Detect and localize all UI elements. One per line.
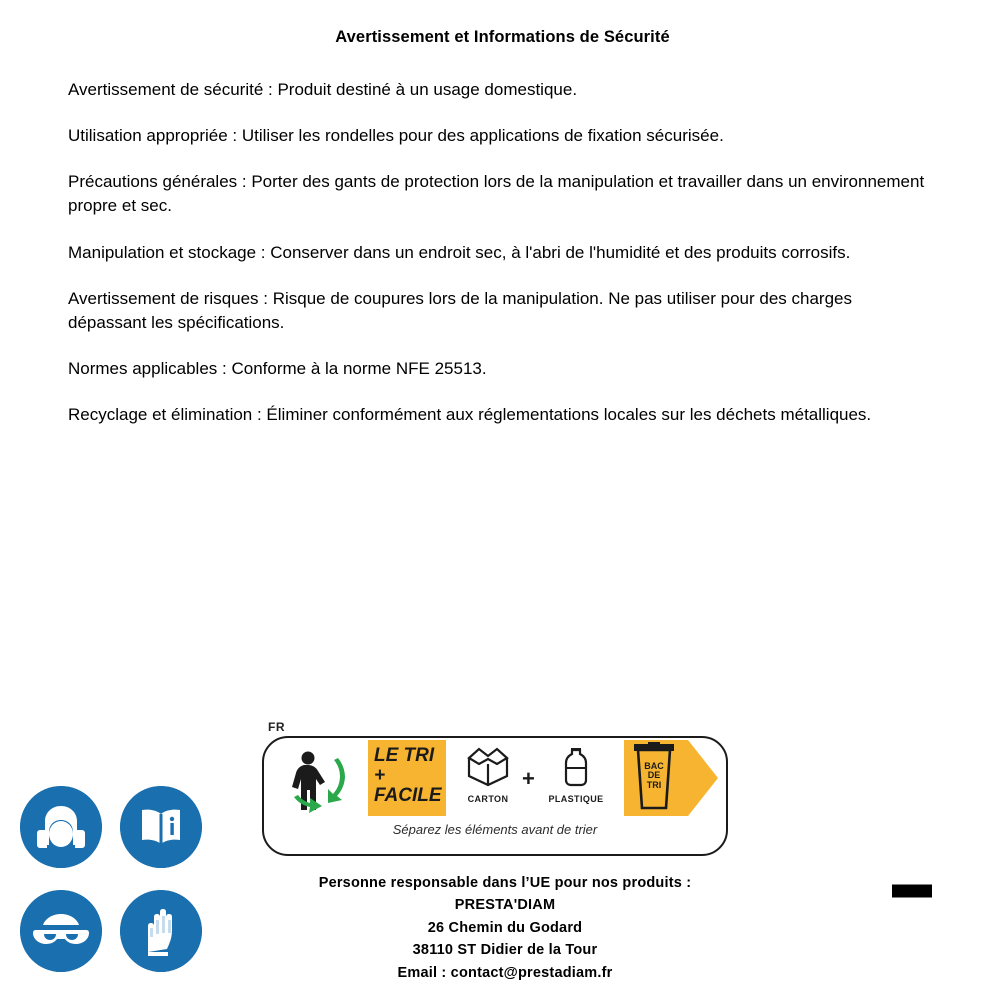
address-line-1: 26 Chemin du Godard [427, 919, 583, 936]
paragraph-applicable-standards: Normes applicables : Conforme à la norme NFE 25513. [68, 358, 487, 378]
paragraph-safety-warning: Avertissement de sécurité : Produit destiné à un usage domestique. [68, 80, 578, 99]
bin-label [636, 762, 672, 790]
banner-footer-text: Séparez les éléments avant de trier [392, 822, 598, 837]
ce-mark-icon [796, 848, 946, 934]
responsible-person-block [205, 872, 805, 984]
responsible-person-heading-prefix: Personne responsable dans l’ [318, 875, 530, 891]
responsible-person-heading [205, 872, 805, 894]
safety-information-text [68, 78, 930, 449]
recycling-banner [262, 720, 724, 852]
banner-headline [374, 746, 448, 806]
bin-label-line3: TRI [646, 779, 662, 790]
ear-protection-icon [20, 786, 102, 868]
carton-item [454, 744, 522, 804]
plastique-caption: PLASTIQUE [548, 794, 604, 804]
responsible-person-heading-suffix: pour nos produits : [550, 875, 692, 891]
paragraph-risk-warning: Avertissement de risques : Risque de coupures lors de la manipulation. Ne pas utiliser pour des charges dépassant les spécifications. [68, 288, 852, 332]
company-name: PRESTA'DIAM [454, 897, 556, 914]
banner-headline-line2: + FACILE [374, 764, 442, 806]
banner-language-tag: FR [268, 720, 285, 734]
carton-box-icon [457, 744, 519, 788]
mandatory-pictogram-group [20, 786, 204, 974]
bin-label-line2: DE [647, 770, 661, 781]
plastique-item [542, 744, 610, 804]
contact-email: Email : contact@prestadiam.fr [397, 964, 613, 981]
bin-label-line1: BAC [644, 761, 664, 771]
paragraph-recycling-disposal: Recyclage et élimination : Éliminer conformément aux réglementations locales sur les déchets métalliques. [68, 405, 872, 424]
paragraph-handling-storage: Manipulation et stockage : Conserver dans un endroit sec, à l'abri de l'humidité et des produits corrosifs. [68, 242, 851, 262]
sorting-bin-icon [624, 742, 684, 819]
paragraph-general-precautions: Précautions générales : Porter des gants de protection lors de la manipulation et travailler dans un environnement propre et sec. [68, 172, 925, 216]
banner-headline-line1: LE TRI [374, 745, 435, 766]
address-line-2: 38110 ST Didier de la Tour [412, 942, 598, 959]
paragraph-proper-use: Utilisation appropriée : Utiliser les rondelles pour des applications de fixation sécurisée. [68, 126, 724, 146]
eye-protection-icon [20, 890, 102, 972]
page-title: Avertissement et Informations de Sécurité [335, 28, 670, 46]
plastic-bottle-icon [545, 744, 607, 788]
hand-protection-icon [120, 890, 202, 972]
read-instructions-icon [120, 786, 202, 868]
carton-caption: CARTON [467, 794, 509, 804]
responsible-person-heading-strong: UE [529, 875, 551, 891]
sorting-person-icon [274, 742, 366, 816]
banner-plus-sign: + [522, 766, 535, 791]
